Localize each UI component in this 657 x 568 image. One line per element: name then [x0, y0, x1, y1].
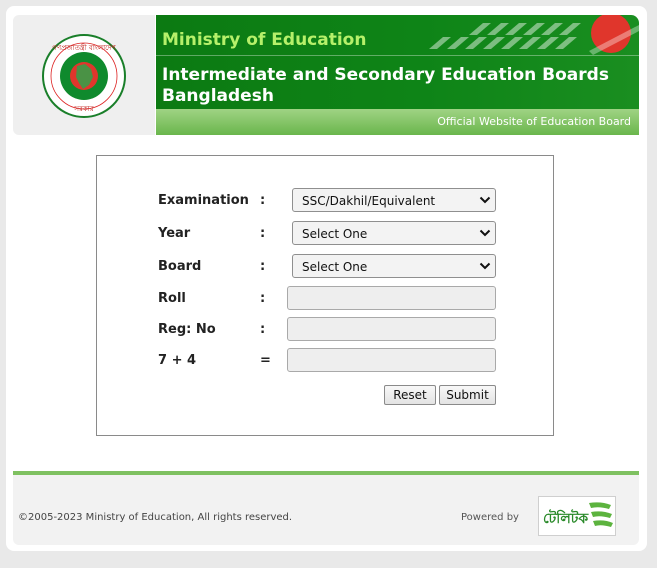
reg-no-input[interactable] [287, 317, 496, 341]
page [6, 6, 647, 551]
header-divider [156, 55, 639, 56]
government-seal-icon [41, 33, 127, 119]
boards-title: Intermediate and Secondary Education Boards Bangladesh [162, 65, 609, 106]
examination-select-value: SSC/Dakhil/Equivalent [302, 194, 436, 208]
chevron-down-icon [479, 261, 491, 271]
teletalk-logo-icon [539, 497, 615, 535]
result-form [96, 155, 554, 436]
roll-label: Roll [158, 291, 186, 306]
ministry-title: Ministry of Education [162, 30, 367, 50]
footer [13, 475, 639, 545]
year-select-value: Select One [302, 227, 368, 241]
chevron-down-icon [479, 228, 491, 238]
examination-select[interactable] [292, 188, 496, 212]
submit-button[interactable]: Submit [439, 385, 496, 405]
reg-no-label: Reg: No [158, 322, 216, 337]
year-label: Year [158, 226, 191, 241]
board-select[interactable] [292, 254, 496, 278]
roll-separator: : [260, 291, 266, 306]
examination-label: Examination [158, 193, 249, 208]
chevron-down-icon [479, 195, 491, 205]
flag-pattern-icon [429, 15, 639, 55]
board-separator: : [260, 259, 266, 274]
official-website-label: Official Website of Education Board [437, 115, 631, 128]
roll-input[interactable] [287, 286, 496, 310]
svg-text:সরকার: সরকার [74, 105, 94, 113]
reg-no-separator: : [260, 322, 266, 337]
board-select-value: Select One [302, 260, 368, 274]
powered-by-label: Powered by [461, 512, 519, 523]
svg-text:টেলিটক: টেলিটক [543, 511, 589, 527]
year-separator: : [260, 226, 266, 241]
logo-area [13, 15, 155, 135]
header-strip [156, 109, 639, 135]
board-label: Board [158, 259, 202, 274]
copyright-text: ©2005-2023 Ministry of Education, All rights reserved. [18, 512, 293, 523]
reset-button[interactable]: Reset [384, 385, 436, 405]
examination-separator: : [260, 193, 266, 208]
captcha-separator: = [260, 353, 271, 368]
captcha-input[interactable] [287, 348, 496, 372]
teletalk-logo[interactable] [538, 496, 616, 536]
header-banner [156, 15, 639, 109]
captcha-label: 7 + 4 [158, 353, 197, 368]
svg-text:গণপ্রজাতন্ত্রী বাংলাদেশ: গণপ্রজাতন্ত্রী বাংলাদেশ [52, 44, 116, 52]
year-select[interactable] [292, 221, 496, 245]
